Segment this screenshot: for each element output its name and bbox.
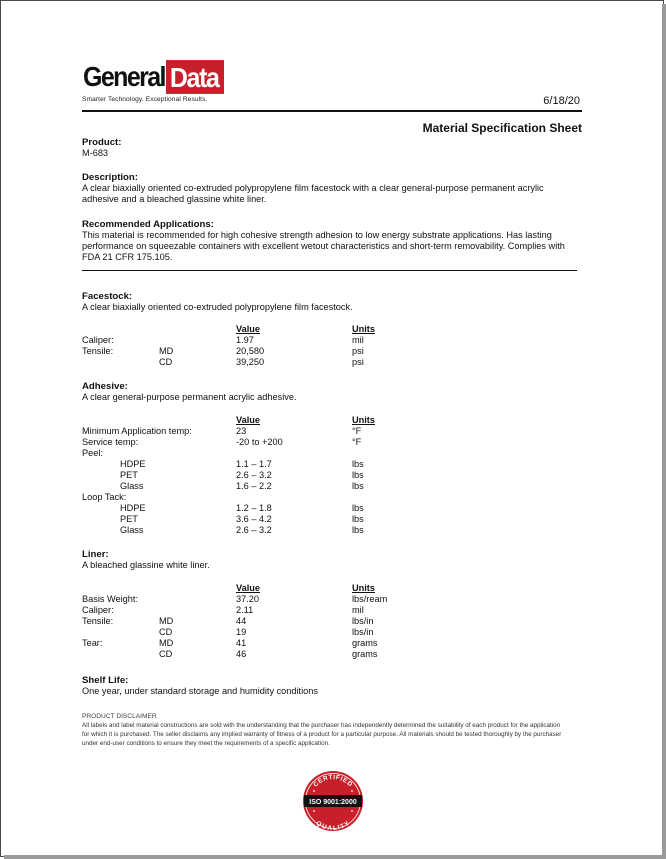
iso-certification-seal [302, 770, 364, 832]
property-value: 1.2 – 1.8 [236, 503, 272, 513]
value-column-header: Value [236, 583, 261, 593]
property-value: 1.6 – 2.2 [236, 481, 272, 491]
property-subtype: Glass [120, 525, 144, 535]
logo-word-data: Data [166, 60, 224, 94]
disclaimer-title: PRODUCT DISCLAIMER [82, 713, 157, 720]
page-shadow-bottom [4, 855, 666, 859]
product-section [82, 137, 121, 159]
property-value: 2.6 – 3.2 [236, 470, 272, 480]
property-units: lbs/in [352, 616, 374, 626]
applications-section [82, 219, 577, 263]
property-units: grams [352, 649, 378, 659]
property-name: Minimum Application temp: [82, 426, 192, 436]
property-units: lbs [352, 514, 364, 524]
seal-center-text: ISO 9001:2000 [309, 799, 357, 806]
units-column-header: Units [352, 583, 375, 593]
property-units: grams [352, 638, 378, 648]
shelf-life-section [82, 675, 318, 697]
logo-word-general: General [83, 61, 165, 93]
property-subtype: MD [159, 346, 174, 356]
property-subtype: CD [159, 357, 173, 367]
page-title: Material Specification Sheet [422, 121, 582, 135]
property-name: Loop Tack: [82, 492, 127, 502]
description-section [82, 172, 577, 205]
property-subtype: PET [120, 514, 138, 524]
property-subtype: HDPE [120, 459, 146, 469]
applications-text: This material is recommended for high cohesive strength adhesion to low energy substrate applications. Has lasting performance on squeezable containers with excellent wetout characteristics and short-term removability. Complies with FDA 21 CFR 175.105. [82, 230, 565, 262]
property-name: Caliper: [82, 605, 114, 615]
property-subtype: PET [120, 470, 138, 480]
property-value: 3.6 – 4.2 [236, 514, 272, 524]
property-value: -20 to +200 [236, 437, 283, 447]
property-name: Peel: [82, 448, 103, 458]
facestock-section [82, 291, 353, 313]
shelf-life-text: One year, under standard storage and humidity conditions [82, 686, 318, 696]
facestock-text: A clear biaxially oriented co-extruded polypropylene film facestock. [82, 302, 353, 312]
facestock-heading: Facestock: [82, 291, 133, 302]
adhesive-heading: Adhesive: [82, 381, 128, 392]
property-subtype: MD [159, 616, 174, 626]
adhesive-text: A clear general-purpose permanent acrylic adhesive. [82, 392, 297, 402]
seal-top-text: CERTIFIED [312, 773, 354, 789]
shelf-life-heading: Shelf Life: [82, 675, 129, 686]
property-units: mil [352, 335, 364, 345]
property-value: 44 [236, 616, 247, 626]
liner-heading: Liner: [82, 549, 109, 560]
liner-text: A bleached glassine white liner. [82, 560, 210, 570]
liner-section [82, 549, 210, 571]
property-units: lbs [352, 481, 364, 491]
property-units: °F [352, 437, 362, 447]
property-name: Tensile: [82, 346, 114, 356]
value-column-header: Value [236, 324, 261, 334]
property-value: 1.1 – 1.7 [236, 459, 272, 469]
property-subtype: HDPE [120, 503, 146, 513]
property-units: °F [352, 426, 362, 436]
property-name: Tensile: [82, 616, 114, 626]
property-units: lbs [352, 525, 364, 535]
header-rule [82, 110, 582, 112]
property-value: 23 [236, 426, 247, 436]
property-units: psi [352, 346, 364, 356]
property-value: 46 [236, 649, 247, 659]
product-heading: Product: [82, 137, 122, 148]
property-value: 19 [236, 627, 247, 637]
company-logo [82, 62, 224, 103]
units-column-header: Units [352, 324, 375, 334]
property-value: 39,250 [236, 357, 265, 367]
property-name: Caliper: [82, 335, 114, 345]
product-value: M-683 [82, 148, 109, 158]
property-subtype: Glass [120, 481, 144, 491]
property-name: Tear: [82, 638, 103, 648]
disclaimer-text: All labels and label material constructions are sold with the understanding that the purchaser has independently determined the suitability of each product for the application for which it is purchased. The seller disclaims any implied warranty of fitness of a product for a particular purpose. All materials should be tested thoroughly by the purchaser under end-user conditions to ensure they meet the requirements of a specific application. [82, 722, 562, 747]
property-units: mil [352, 605, 364, 615]
property-units: lbs/ream [352, 594, 388, 604]
property-value: 2.6 – 3.2 [236, 525, 272, 535]
property-units: lbs/in [352, 627, 374, 637]
property-subtype: CD [159, 649, 173, 659]
property-units: psi [352, 357, 364, 367]
property-units: lbs [352, 503, 364, 513]
document-date: 6/18/20 [543, 95, 580, 107]
property-subtype: CD [159, 627, 173, 637]
property-name: Service temp: [82, 437, 139, 447]
property-units: lbs [352, 459, 364, 469]
section-divider [82, 270, 577, 271]
seal-bottom-text: QUALITY [314, 819, 352, 832]
description-heading: Description: [82, 172, 138, 183]
logo-tagline: Smarter Technology. Exceptional Results. [82, 96, 208, 103]
page-shadow-right [662, 4, 666, 859]
property-value: 1.97 [236, 335, 254, 345]
property-value: 37.20 [236, 594, 259, 604]
property-name: Basis Weight: [82, 594, 138, 604]
property-units: lbs [352, 470, 364, 480]
applications-heading: Recommended Applications: [82, 219, 214, 230]
description-text: A clear biaxially oriented co-extruded polypropylene film facestock with a clear general-purpose permanent acrylic adhesive and a bleached glassine white liner. [82, 183, 544, 204]
property-subtype: MD [159, 638, 174, 648]
adhesive-section [82, 381, 297, 403]
property-value: 2.11 [236, 605, 254, 615]
property-value: 41 [236, 638, 247, 648]
units-column-header: Units [352, 415, 375, 425]
product-disclaimer [82, 712, 564, 748]
property-value: 20,580 [236, 346, 265, 356]
value-column-header: Value [236, 415, 261, 425]
